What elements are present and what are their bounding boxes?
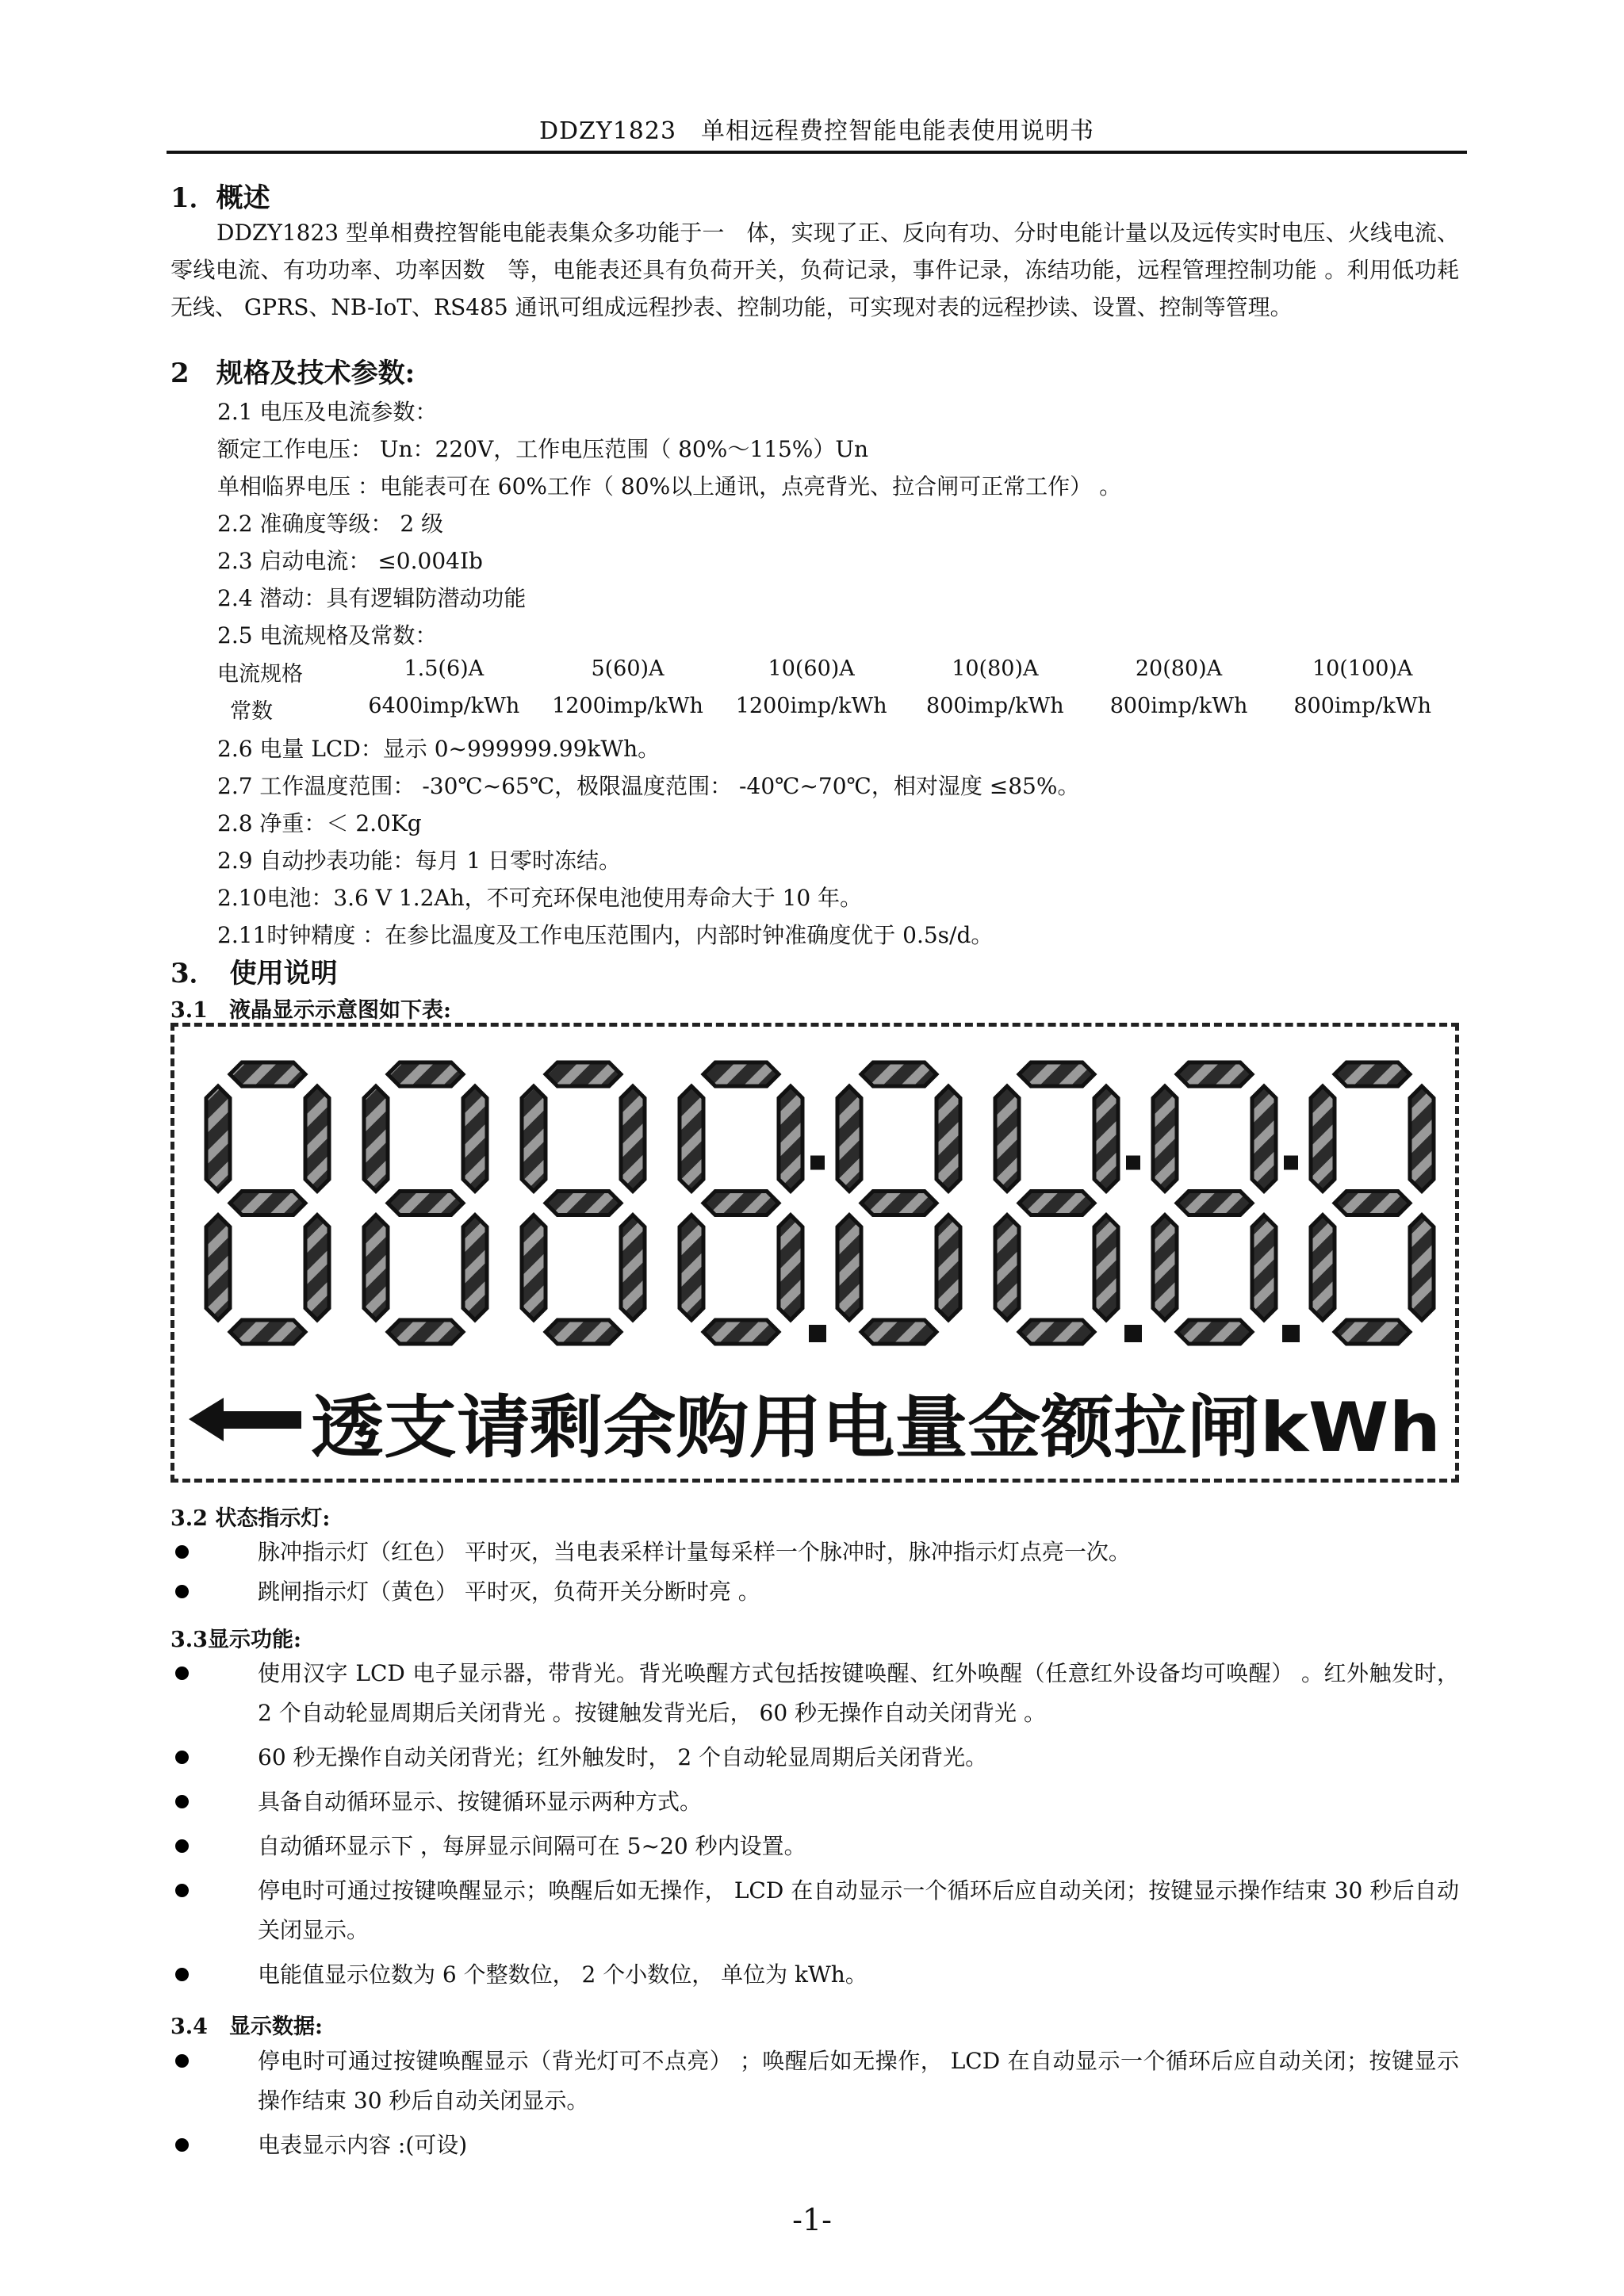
spec-2-1-b: 单相临界电压 ：电能表可在 60%工作（ 80%以上通讯，点亮背光、拉合闸可正常工作） 。 — [217, 473, 1122, 499]
current-spec-cell: 10(60)A — [768, 656, 855, 681]
lcd-segment — [522, 1086, 546, 1192]
lcd-segment — [230, 1062, 305, 1086]
bullet-icon — [175, 1968, 189, 1981]
lcd-segment — [1252, 1215, 1276, 1321]
list-item: 跳闸指示灯（黄色） 平时灭，负荷开关分断时亮 。 — [170, 1572, 1459, 1612]
lcd-colon-dot — [1284, 1156, 1298, 1170]
lcd-segment — [463, 1086, 487, 1192]
section-3-title: 3． 使用说明 — [170, 958, 338, 989]
bullet-icon — [175, 1667, 189, 1680]
spec-2-8: 2.8 净重：＜ 2.0Kg — [217, 810, 422, 836]
indicator-list — [170, 1533, 1459, 1612]
heading-3-2: 3.2 状态指示灯: — [170, 1506, 331, 1531]
lcd-segment — [703, 1320, 779, 1344]
bullet-icon — [175, 1585, 189, 1598]
list-item: 停电时可通过按键唤醒显示；唤醒后如无操作， LCD 在自动显示一个循环后应自动关闭；按键显示操作结束 30 秒后自动关闭显示。 — [170, 1871, 1459, 1950]
constant-row — [217, 694, 1454, 725]
current-spec-row — [217, 656, 1454, 687]
lcd-segment — [546, 1062, 621, 1086]
lcd-colon-dot — [1126, 1156, 1140, 1170]
lcd-segment — [936, 1215, 960, 1321]
bullet-icon — [175, 1884, 189, 1897]
lcd-segment — [1335, 1320, 1410, 1344]
lcd-segment — [1177, 1062, 1252, 1086]
spec-2-2: 2.2 准确度等级： 2 级 — [217, 511, 444, 537]
header-rule — [167, 151, 1467, 154]
bullet-icon — [175, 1545, 189, 1559]
lcd-segment — [861, 1062, 936, 1086]
section-2-title: 2 规格及技术参数: — [170, 358, 416, 389]
bullet-icon — [175, 1839, 189, 1853]
spec-2-10: 2.10电池：3.6 V 1.2Ah，不可充环保电池使用寿命大于 10 年。 — [217, 885, 863, 911]
lcd-segment — [1153, 1086, 1177, 1192]
lcd-segment — [1410, 1086, 1434, 1192]
spec-2-3: 2.3 启动电流： ≤0.004Ib — [217, 548, 483, 574]
lcd-segment — [522, 1215, 546, 1321]
section-1-title: 1．概述 — [170, 182, 270, 214]
current-spec-label: 电流规格 — [217, 662, 303, 687]
current-spec-cell: 10(100)A — [1312, 656, 1413, 681]
lcd-segment — [1019, 1062, 1094, 1086]
lcd-segment — [1335, 1062, 1410, 1086]
lcd-segment — [546, 1320, 621, 1344]
bullet-icon — [175, 1795, 189, 1808]
lcd-segment — [621, 1215, 645, 1321]
lcd-segment — [1094, 1215, 1118, 1321]
lcd-digit — [206, 1062, 329, 1344]
spec-2-9: 2.9 自动抄表功能：每月 1 日零时冻结。 — [217, 848, 622, 874]
lcd-segment — [837, 1215, 861, 1321]
lcd-segment — [206, 1215, 230, 1321]
lcd-segment — [703, 1062, 779, 1086]
bullet-icon — [175, 2054, 189, 2068]
lcd-segment — [703, 1192, 779, 1215]
lcd-segment — [305, 1086, 329, 1192]
lcd-segment — [1177, 1320, 1252, 1344]
spec-2-5: 2.5 电流规格及常数： — [217, 622, 438, 649]
list-item: 电表显示内容 :(可设) — [170, 2126, 1459, 2165]
lcd-segment — [388, 1192, 463, 1215]
lcd-decimal-point — [1282, 1325, 1300, 1342]
constant-cell: 6400imp/kWh — [368, 694, 520, 718]
lcd-segment — [1311, 1086, 1335, 1192]
lcd-digit — [364, 1062, 487, 1344]
lcd-digit — [995, 1062, 1118, 1344]
lcd-segment — [1252, 1086, 1276, 1192]
spec-2-4: 2.4 潜动：具有逻辑防潜动功能 — [217, 585, 527, 611]
lcd-segment — [995, 1215, 1019, 1321]
constant-cell: 800imp/kWh — [1293, 694, 1432, 718]
constant-label: 常数 — [230, 699, 273, 724]
lcd-segment — [364, 1086, 388, 1192]
lcd-segment — [995, 1086, 1019, 1192]
lcd-segment — [305, 1215, 329, 1321]
lcd-segment — [463, 1215, 487, 1321]
lcd-segment — [1335, 1192, 1410, 1215]
lcd-segment — [1094, 1086, 1118, 1192]
lcd-segment — [680, 1086, 703, 1192]
lcd-decimal-point — [1124, 1325, 1142, 1342]
lcd-colon-dot — [810, 1156, 825, 1170]
lcd-label-text: 透支请剩余购用电量金额拉闸kWh — [311, 1388, 1441, 1468]
heading-3-3: 3.3显示功能: — [170, 1628, 301, 1652]
list-item: 60 秒无操作自动关闭背光；红外触发时， 2 个自动轮显周期后关闭背光。 — [170, 1738, 1459, 1777]
spec-2-1-a: 额定工作电压： Un：220V，工作电压范围（ 80%～115%）Un — [217, 436, 869, 462]
display-data-list — [170, 2042, 1459, 2165]
lcd-segment — [1019, 1192, 1094, 1215]
lcd-segment — [680, 1215, 703, 1321]
page-header: DDZY1823 单相远程费控智能电能表使用说明书 — [538, 117, 1095, 145]
bullet-icon — [175, 2138, 189, 2152]
list-item: 电能值显示位数为 6 个整数位， 2 个小数位， 单位为 kWh。 — [170, 1955, 1459, 1995]
lcd-segment — [936, 1086, 960, 1192]
list-item: 具备自动循环显示、按键循环显示两种方式。 — [170, 1782, 1459, 1822]
list-item: 自动循环显示下 ，每屏显示间隔可在 5~20 秒内设置。 — [170, 1827, 1459, 1866]
bullet-icon — [175, 1751, 189, 1764]
lcd-segment — [1153, 1215, 1177, 1321]
lcd-digit — [1311, 1062, 1434, 1344]
spec-2-1: 2.1 电压及电流参数： — [217, 399, 438, 425]
lcd-segment — [1311, 1215, 1335, 1321]
overview-text: DDZY1823 型单相费控智能电能表集众多功能于一 体，实现了正、反向有功、分时电能计量以及远传实时电压、火线电流、零线电流、有功功率、功率因数 等，电能表还具有负荷开关，负荷记录，事件记录，冻结功能，远程管理控制功能 。利用低功耗无线、 GPRS、NB-IoT、RS485 通讯可组成远程抄表、控制功能，可实现对表的远程抄读、设置、控制等管理。 — [170, 220, 1459, 320]
heading-3-1: 3.1 液晶显示示意图如下表: — [170, 998, 451, 1023]
lcd-digit — [837, 1062, 960, 1344]
list-item: 停电时可通过按键唤醒显示（背光灯可不点亮） ；唤醒后如无操作， LCD 在自动显示一个循环后应自动关闭；按键显示操作结束 30 秒后自动关闭显示。 — [170, 2042, 1459, 2121]
current-spec-cell: 5(60)A — [591, 656, 665, 681]
lcd-segment — [621, 1086, 645, 1192]
lcd-segment — [206, 1086, 230, 1192]
lcd-segment — [364, 1215, 388, 1321]
current-spec-cell: 10(80)A — [952, 656, 1039, 681]
list-item: 脉冲指示灯（红色） 平时灭，当电表采样计量每采样一个脉冲时，脉冲指示灯点亮一次。 — [170, 1533, 1459, 1572]
lcd-diagram — [170, 1023, 1459, 1483]
list-item: 使用汉字 LCD 电子显示器，带背光。背光唤醒方式包括按键唤醒、红外唤醒（任意红外设备均可唤醒） 。红外触发时， 2 个自动轮显周期后关闭背光 。按键触发背光后， 60 秒无操作自动关闭背光 。 — [170, 1654, 1459, 1733]
lcd-segment — [1019, 1320, 1094, 1344]
constant-cell: 800imp/kWh — [926, 694, 1064, 718]
lcd-segment — [861, 1320, 936, 1344]
current-spec-cell: 20(80)A — [1135, 656, 1223, 681]
lcd-segment — [779, 1215, 802, 1321]
spec-2-6: 2.6 电量 LCD：显示 0~999999.99kWh。 — [217, 736, 661, 762]
lcd-segment — [779, 1086, 802, 1192]
page-number: -1- — [792, 2202, 832, 2237]
constant-cell: 800imp/kWh — [1109, 694, 1248, 718]
constant-cell: 1200imp/kWh — [552, 694, 703, 718]
spec-2-7: 2.7 工作温度范围： -30℃~65℃，极限温度范围： -40℃~70℃，相对湿度 ≤85%。 — [217, 773, 1080, 799]
lcd-graphic — [174, 1027, 1455, 1479]
lcd-segment — [388, 1320, 463, 1344]
overview-paragraph — [170, 214, 1459, 326]
current-spec-cell: 1.5(6)A — [404, 656, 485, 681]
lcd-segment — [861, 1192, 936, 1215]
lcd-segment — [230, 1192, 305, 1215]
lcd-segment — [837, 1086, 861, 1192]
lcd-digit — [522, 1062, 645, 1344]
lcd-digit — [680, 1062, 802, 1344]
heading-3-4: 3.4 显示数据: — [170, 2015, 323, 2039]
lcd-segment — [546, 1192, 621, 1215]
lcd-digit — [1153, 1062, 1276, 1344]
lcd-arrow-icon — [189, 1398, 301, 1441]
spec-2-11: 2.11时钟精度 ：在参比温度及工作电压范围内，内部时钟准确度优于 0.5s/d。 — [217, 922, 994, 948]
lcd-segment — [1177, 1192, 1252, 1215]
lcd-segment — [1410, 1215, 1434, 1321]
constant-cell: 1200imp/kWh — [735, 694, 887, 718]
lcd-segment — [388, 1062, 463, 1086]
lcd-segment — [230, 1320, 305, 1344]
lcd-digit-group — [206, 1062, 1434, 1344]
display-function-list — [170, 1654, 1459, 1995]
lcd-decimal-point — [809, 1325, 826, 1342]
